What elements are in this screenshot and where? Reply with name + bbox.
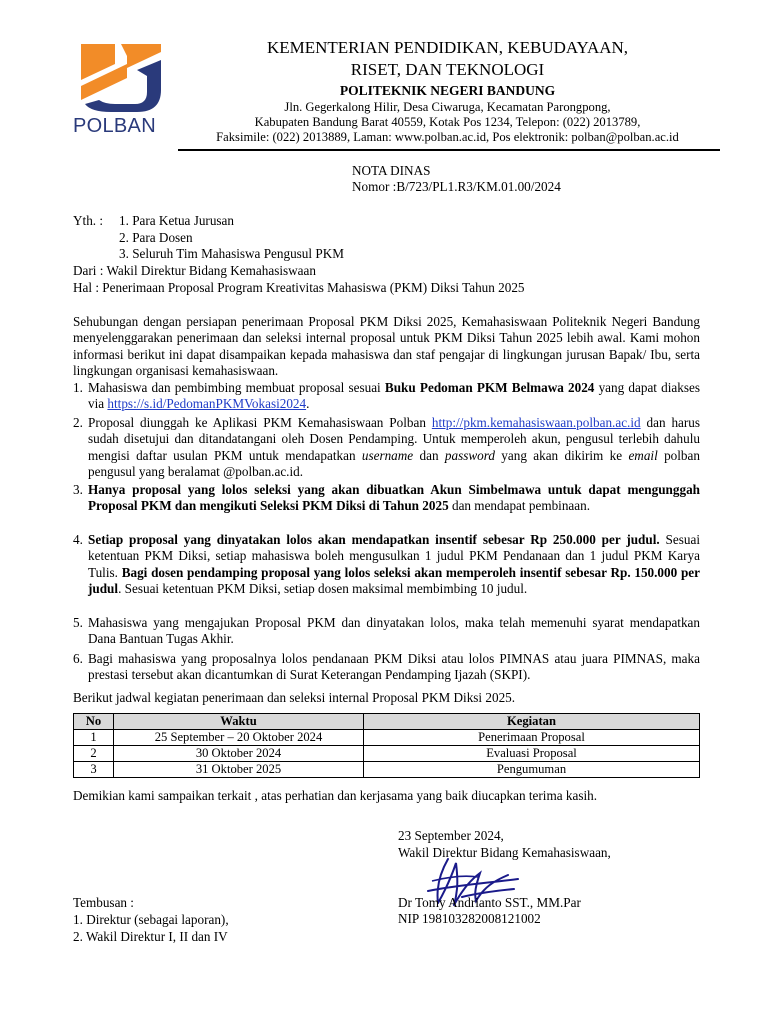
subject-line: Hal : Penerimaan Proposal Program Kreativitas Mahasiswa (PKM) Diksi Tahun 2025 xyxy=(73,280,525,295)
item4-text-bold2: Bagi dosen pendamping proposal yang lolos seleksi akan memperoleh insentif sebesar Rp. 150.000 per judul xyxy=(88,564,700,596)
address-line1: Jln. Gegerkalong Hilir, Desa Ciwaruga, Kecamatan Parongpong, xyxy=(284,100,611,114)
cc-label: Tembusan : xyxy=(73,895,134,910)
memo-number: Nomor :B/723/PL1.R3/KM.01.00/2024 xyxy=(352,179,561,194)
from-line: Dari : Wakil Direktur Bidang Kemahasiswaan xyxy=(73,263,316,278)
header-no: No xyxy=(74,714,114,730)
item4-text-mid: Sesuai ketentuan PKM Diksi, setiap mahasiswa boleh mengusulkan 1 judul PKM Pendanaan dan 1 judul PKM Karya Tulis. xyxy=(88,532,700,580)
signatory-nip: NIP 198103282008121002 xyxy=(398,911,541,926)
item2-text-mid2: dan xyxy=(413,447,445,463)
item3-text-bold: Hanya proposal yang lolos seleksi yang akan dibuatkan Akun Simbelmawa untuk dapat mengunggah Proposal PKM dan mengikuti Seleksi PKM Diksi di Tahun 2025 xyxy=(88,482,700,514)
list-number: 3. xyxy=(73,482,83,497)
item1-text-bold: Buku Pedoman PKM Belmawa 2024 xyxy=(384,380,595,395)
signatory-name: Dr Tomy Andrianto SST., MM.Par xyxy=(398,895,581,910)
item6-text: Bagi mahasiswa yang proposalnya lolos pendanaan PKM Diksi atau lolos PIMNAS atau juara PIMNAS, maka prestasi tersebut akan dicantumkan di Surat Keterangan Pendamping Ijazah (SKPI). xyxy=(88,651,700,683)
list-number: 4. xyxy=(73,532,83,547)
list-number: 1. xyxy=(73,380,83,395)
header-kegiatan: Kegiatan xyxy=(364,714,700,730)
item2-text-pre: Proposal diunggah ke Aplikasi PKM Kemahasiswaan Polban xyxy=(88,415,432,430)
letterhead-divider xyxy=(178,149,720,151)
recipient-1: 1. Para Ketua Jurusan xyxy=(119,213,234,228)
cell-kegiatan: Penerimaan Proposal xyxy=(364,730,700,746)
institution-name: POLITEKNIK NEGERI BANDUNG xyxy=(339,83,556,98)
list-number: 5. xyxy=(73,615,83,630)
cell-waktu: 25 September – 20 Oktober 2024 xyxy=(114,730,364,746)
address-line2: Kabupaten Bandung Barat 40559, Kotak Pos 1234, Telepon: (022) 2013789, xyxy=(254,115,641,129)
item1-text-mid: yang dapat diakses via xyxy=(88,380,700,412)
cc-item-2: 2. Wakil Direktur I, II dan IV xyxy=(73,929,228,944)
table-row xyxy=(74,762,700,778)
list-number: 6. xyxy=(73,651,83,666)
item3-text-post: dan mendapat pembinaan. xyxy=(448,498,591,514)
table-header-row xyxy=(74,714,700,730)
pedoman-link[interactable]: https://s.id/PedomanPKMVokasi2024 xyxy=(107,396,307,412)
address-line3: Faksimile: (022) 2013889, Laman: www.polban.ac.id, Pos elektronik: polban@polban.ac.id xyxy=(216,130,679,144)
item2-email: email xyxy=(628,447,658,463)
table-row xyxy=(74,730,700,746)
org-name-line2: RISET, DAN TEKNOLOGI xyxy=(350,60,545,79)
item1-text-post: . xyxy=(306,396,310,412)
list-item-3 xyxy=(73,482,700,515)
item2-text-mid1: dan harus sudah disetujui dan ditandatangani oleh Dosen Pendamping. Untuk memperoleh akun, pengusul terlebih dahulu mengisi daftar usulan PKM untuk mendapatkan xyxy=(88,415,701,463)
cell-kegiatan: Pengumuman xyxy=(364,762,700,778)
pkm-app-link[interactable]: http://pkm.kemahasiswaan.polban.ac.id xyxy=(431,415,641,430)
item2-username: username xyxy=(361,447,414,463)
recipient-2: 2. Para Dosen xyxy=(119,230,193,245)
schedule-table xyxy=(73,713,700,778)
cc-item-1: 1. Direktur (sebagai laporan), xyxy=(73,912,229,927)
item4-text-bold1: Setiap proposal yang dinyatakan lolos akan mendapatkan insentif sebesar Rp 250.000 per judul. xyxy=(88,532,660,547)
cell-kegiatan: Evaluasi Proposal xyxy=(364,746,700,762)
cell-no: 2 xyxy=(74,746,114,762)
signature-position: Wakil Direktur Bidang Kemahasiswaan, xyxy=(398,845,611,860)
list-item-5 xyxy=(73,615,700,648)
cell-no: 1 xyxy=(74,730,114,746)
list-item-6 xyxy=(73,651,700,684)
header-waktu: Waktu xyxy=(114,714,364,730)
signature-date: 23 September 2024, xyxy=(398,828,504,843)
list-item-4 xyxy=(73,532,700,597)
recipient-3: 3. Seluruh Tim Mahasiswa Pengusul PKM xyxy=(119,246,344,261)
closing-paragraph: Demikian kami sampaikan terkait , atas perhatian dan kerjasama yang baik diucapkan terima kasih. xyxy=(73,788,598,803)
cell-waktu: 30 Oktober 2024 xyxy=(114,746,364,762)
memo-title: NOTA DINAS xyxy=(352,163,431,178)
item5-text: Mahasiswa yang mengajukan Proposal PKM dan dinyatakan lolos, maka telah memenuhi syarat mendapatkan Dana Bantuan Tugas Akhir. xyxy=(88,615,700,647)
list-number: 2. xyxy=(73,415,83,430)
schedule-intro: Berikut jadwal kegiatan penerimaan dan seleksi internal Proposal PKM Diksi 2025. xyxy=(73,690,516,705)
item4-text-post: . Sesuai ketentuan PKM Diksi, setiap dosen maksimal membimbing 10 judul. xyxy=(118,580,528,596)
table-row xyxy=(74,746,700,762)
cell-no: 3 xyxy=(74,762,114,778)
logo-text: POLBAN xyxy=(73,115,156,137)
to-label: Yth. : xyxy=(73,213,104,228)
org-name-line1: KEMENTERIAN PENDIDIKAN, KEBUDAYAAN, xyxy=(266,38,629,57)
item2-text-post: polban pengusul yang beralamat @polban.ac.id. xyxy=(88,447,700,479)
intro-paragraph: Sehubungan dengan persiapan penerimaan Proposal PKM Diksi 2025, Kemahasiswaan Politeknik Negeri Bandung menyelenggarakan penerimaan dan seleksi internal proposal untuk PKM Diksi Tahun 2025 lebih awal. Kami mohon informasi berikut ini dapat disampaikan kepada mahasiswa dan staf pengajar di lingkungan jurusan Bapak/ Ibu, serta lingkungan organisasi kemahasiswaan. xyxy=(73,314,700,378)
list-item-2 xyxy=(73,415,700,480)
item1-text-pre: Mahasiswa dan pembimbing membuat proposal sesuai xyxy=(88,380,385,395)
item2-password: password xyxy=(444,447,495,463)
item2-text-mid3: yang akan dikirim ke xyxy=(494,447,629,463)
list-item-1 xyxy=(73,380,700,413)
cell-waktu: 31 Oktober 2025 xyxy=(114,762,364,778)
